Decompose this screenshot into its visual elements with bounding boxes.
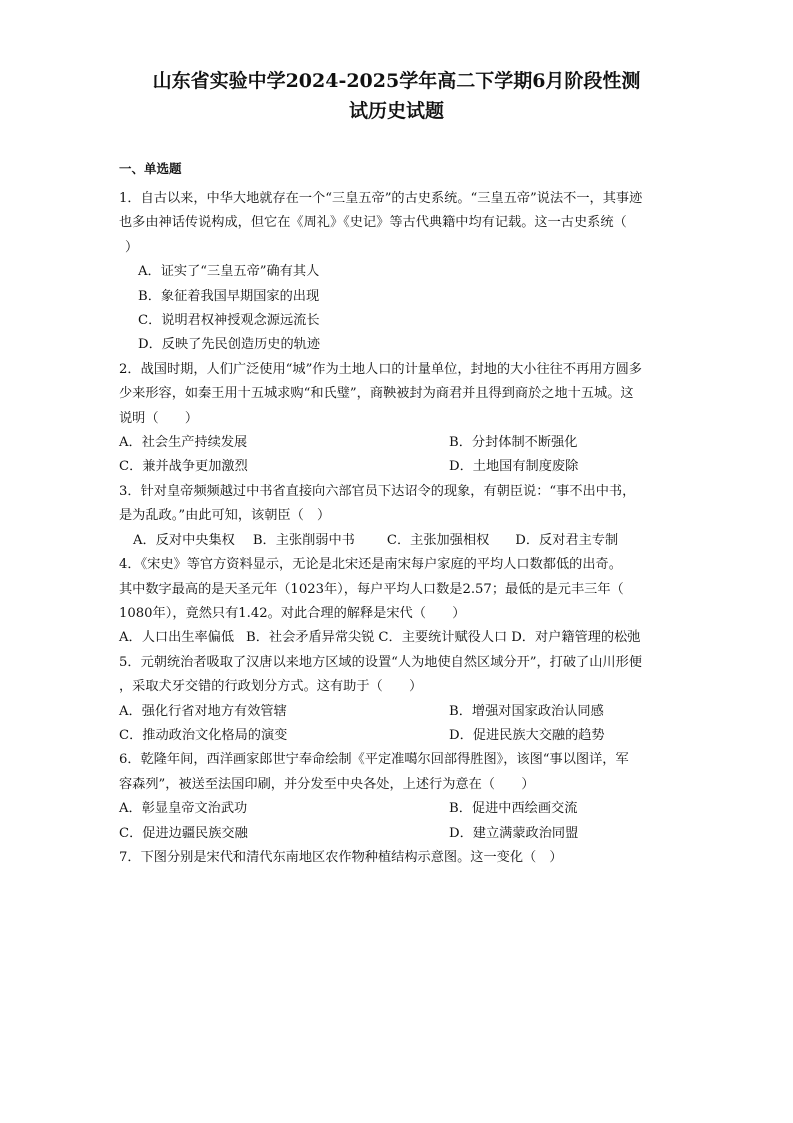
- option-row: [119, 700, 679, 724]
- question-text-line: 5．元朝统治者吸取了汉唐以来地方区域的设置“人为地使自然区域分开”，打破了山川形便: [119, 654, 642, 670]
- question-text-line: ，采取犬牙交错的行政划分方式。这有助于（ ）: [119, 679, 423, 695]
- section-heading: 一、单选题: [119, 161, 182, 176]
- title-line-2: 试历史试题: [348, 100, 444, 122]
- option-a: A．彰显皇帝文治武功: [119, 801, 248, 817]
- option-b: B．社会矛盾异常尖锐: [246, 630, 375, 646]
- option-d: D．建立满蒙政治同盟: [449, 825, 579, 841]
- question-3: [119, 480, 679, 553]
- option-c: C．主要统计赋役人口: [378, 630, 508, 646]
- option-a: A．社会生产持续发展: [119, 435, 248, 451]
- question-text-line: ）: [125, 239, 139, 255]
- option-d: D．反对君主专制: [515, 532, 619, 548]
- option-a: A．强化行省对地方有效管辖: [119, 703, 287, 719]
- title-line-1: 山东省实验中学2024-2025学年高二下学期6月阶段性测: [152, 70, 641, 92]
- question-text-line: 6．乾隆年间，西洋画家郎世宁奉命绘制《平定准噶尔回部得胜图》，该图“事以图详，军: [119, 752, 629, 768]
- question-1: [119, 187, 679, 358]
- question-text-line: 容森列”，被送至法国印刷，并分发至中央各处，上述行为意在（ ）: [119, 776, 535, 792]
- question-2: [119, 358, 679, 480]
- option-d: D．反映了先民创造历史的轨迹: [138, 337, 321, 353]
- document-title: [100, 66, 693, 126]
- question-text-line: 其中数字最高的是天圣元年（1023年），每户平均人口数是2.57；最低的是元丰三年（: [119, 581, 624, 597]
- option-row: [119, 431, 679, 455]
- option-d: D．土地国有制度废除: [449, 459, 579, 475]
- option-c: C．推动政治文化格局的演变: [119, 727, 288, 743]
- option-row: [119, 724, 679, 748]
- option-b: B．象征着我国早期国家的出现: [138, 288, 320, 304]
- question-text-line: 说明（ ）: [119, 410, 199, 426]
- question-4: [119, 553, 679, 651]
- option-c: C．促进边疆民族交融: [119, 825, 248, 841]
- option-c: C．兼并战争更加激烈: [119, 459, 248, 475]
- question-text-line: 少来形容，如秦王用十五城求购“和氏璧”，商鞅被封为商君并且得到商於之地十五城。这: [119, 386, 634, 402]
- option-d: D．对户籍管理的松弛: [511, 630, 641, 646]
- question-text-line: 1．自古以来，中华大地就存在一个“三皇五帝”的古史系统。“三皇五帝”说法不一，其事迹: [119, 191, 643, 206]
- question-text-line: 4．《宋史》等官方资料显示，无论是北宋还是南宋每户家庭的平均人口数都低的出奇。: [119, 557, 622, 573]
- option-row: [119, 822, 679, 846]
- option-b: B．增强对国家政治认同感: [449, 703, 604, 719]
- option-row: [119, 455, 679, 479]
- question-6: [119, 748, 679, 846]
- question-text-line: 7．下图分别是宋代和清代东南地区农作物种植结构示意图。这一变化（ ）: [119, 849, 563, 865]
- question-text-line: 是为乱政。”由此可知，该朝臣（ ）: [119, 508, 331, 524]
- question-text-line: 2．战国时期，人们广泛使用“城”作为土地人口的计量单位，封地的大小往往不再用方圆多: [119, 361, 642, 377]
- option-row: [119, 797, 679, 821]
- option-d: D．促进民族大交融的趋势: [449, 727, 605, 743]
- option-row: [119, 626, 679, 650]
- question-text-line: 1080年），竟然只有1.42。对此合理的解释是宋代（ ）: [119, 605, 466, 621]
- question-text-line: 也多由神话传说构成，但它在《周礼》《史记》等古代典籍中均有记载。这一古史系统（: [119, 215, 627, 231]
- option-a: A．人口出生率偏低: [119, 630, 235, 646]
- option-c: C．说明君权神授观念源远流长: [138, 313, 320, 329]
- option-b: B．主张削弱中书: [252, 532, 355, 548]
- option-c: C．主张加强相权: [386, 532, 490, 548]
- option-b: B．促进中西绘画交流: [449, 801, 578, 817]
- option-b: B．分封体制不断强化: [449, 435, 578, 451]
- question-text-line: 3．针对皇帝频频越过中书省直接向六部官员下达诏令的现象，有朝臣说：“事不出中书，: [119, 483, 636, 499]
- question-5: [119, 651, 679, 749]
- option-row: [119, 529, 679, 553]
- question-list: [119, 187, 679, 870]
- option-a: A．反对中央集权: [133, 532, 235, 548]
- question-7: [119, 846, 679, 870]
- option-a: A．证实了“三皇五帝”确有其人: [138, 264, 320, 280]
